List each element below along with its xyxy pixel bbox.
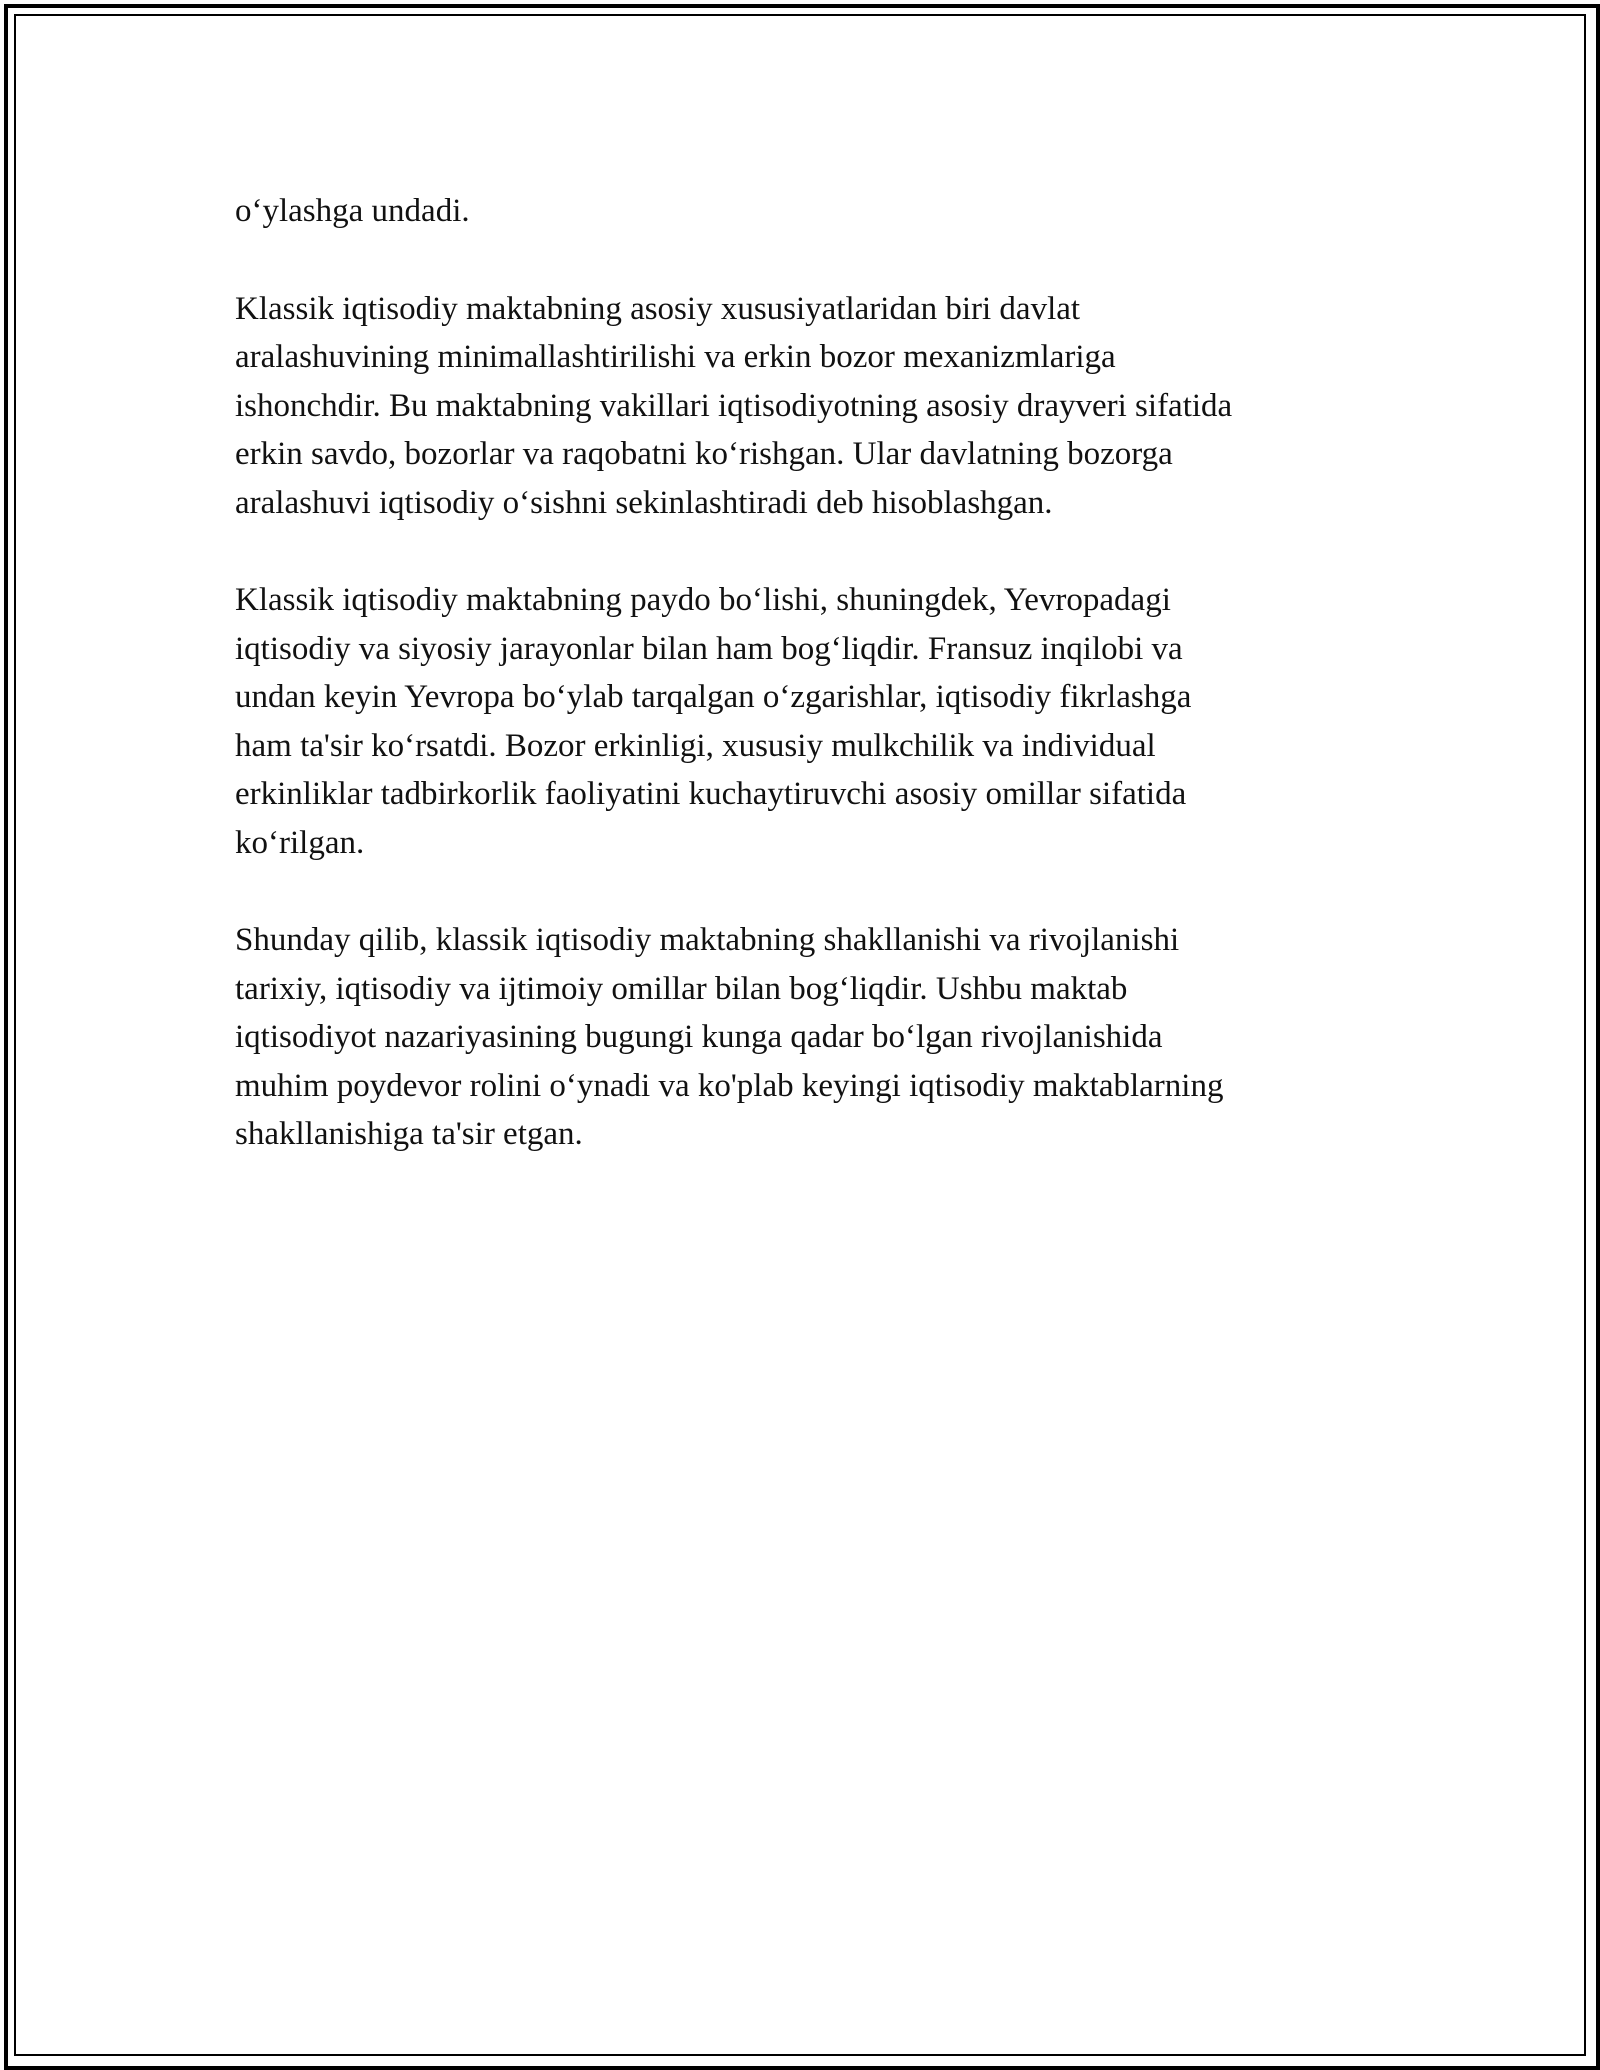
paragraph-3 [235, 576, 1365, 867]
text-line: erkinliklar tadbirkorlik faoliyatini kuchaytiruvchi asosiy omillar sifatida [235, 776, 1187, 812]
text-line: tarixiy, iqtisodiy va ijtimoiy omillar bilan bog‘liqdir. Ushbu maktab [235, 970, 1128, 1007]
text-line: aralashuvining minimallashtirilishi va erkin bozor mexanizmlariga [235, 339, 1116, 375]
paragraph-2 [235, 285, 1365, 528]
text-line: ko‘rilgan. [235, 824, 365, 861]
text-line: o‘ylashga undadi. [235, 193, 470, 229]
paragraph-4 [235, 916, 1365, 1159]
text-line: aralashuvi iqtisodiy o‘sishni sekinlashtiradi deb hisoblashgan. [235, 484, 1053, 521]
page-body [235, 187, 1365, 1208]
text-line: Klassik iqtisodiy maktabning paydo bo‘lishi, shuningdek, Yevropadagi [235, 582, 1171, 618]
text-line: Shunday qilib, klassik iqtisodiy maktabning shakllanishi va rivojlanishi [235, 922, 1180, 958]
paragraph-1 [235, 187, 1365, 236]
text-line: erkin savdo, bozorlar va raqobatni ko‘rishgan. Ular davlatning bozorga [235, 436, 1173, 472]
text-line: ishonchdir. Bu maktabning vakillari iqtisodiyotning asosiy drayveri sifatida [235, 387, 1233, 424]
text-line: shakllanishiga ta'sir etgan. [235, 1116, 583, 1152]
text-line: muhim poydevor rolini o‘ynadi va ko'plab keyingi iqtisodiy maktablarning [235, 1067, 1224, 1104]
text-line: iqtisodiyot nazariyasining bugungi kunga qadar bo‘lgan rivojlanishida [235, 1019, 1163, 1055]
text-line: ham ta'sir ko‘rsatdi. Bozor erkinligi, xususiy mulkchilik va individual [235, 727, 1156, 764]
text-line: undan keyin Yevropa bo‘ylab tarqalgan o‘zgarishlar, iqtisodiy fikrlashga [235, 679, 1192, 715]
text-line: iqtisodiy va siyosiy jarayonlar bilan ham bog‘liqdir. Fransuz inqilobi va [235, 630, 1183, 667]
text-line: Klassik iqtisodiy maktabning asosiy xususiyatlaridan biri davlat [235, 290, 1081, 327]
